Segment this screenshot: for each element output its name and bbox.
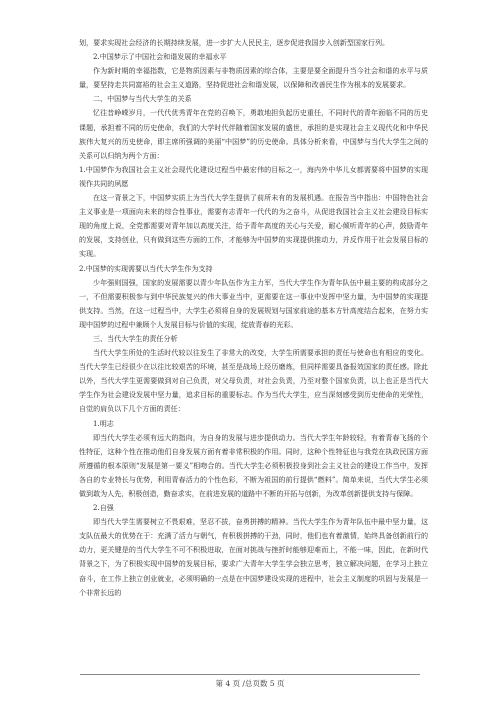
paragraph: 少年强则国强，国家的发展需要以青少年队伍作为主力军，当代大学生作为青年队伍中最主要的构成部分之一，不但需要积极参与到中华民族复兴的伟大事业当中，更需要在这一事业中发挥中坚力量，为中国梦的实现提供支持。当然，在这一过程当中，大学生必须将自身的发展规划与国家前途的基本方针高度结合起来，在努力实现中国梦的过程中兼顾个人发展目标与价值的实现，绽放青春的光彩。 [79, 277, 428, 329]
paragraph: 作为新时期的幸福指数，它是物质因素与非物质因素的综合体，主要是要全面提升当今社会和谐的水平与质量，要坚持走共同富裕的社会主义道路，坚持促进社会和谐发展，以保障和改善民生作为根本的发展要求。 [79, 66, 428, 90]
paragraph: 划，要求实现社会经济的长期持续发展，进一步扩大人民民主，逐步促进我国步入创新型国家行列。 [79, 38, 390, 47]
footer-rule [80, 674, 420, 675]
paragraph: 即当代大学生必须有远大的指向，为自身的发展与进步提供动力。当代大学生年龄较轻，有着青春飞扬的个性特征，这种个性在推动他们自身发展方面有着非常积极的作用。同时，这种个性特征也与我党在执政民国方面所遵循的根本原则“发展是第一要义”相吻合的。当代大学生必须积极投身到社会主义社会的建设工作当中，发挥各自的专业特长与优势，利用青春活力的个性色彩，不断为祖国的前行提供“燃料”。简单来说，当代大学生必须做到敢为人先，积极创造，勤奋求实，在前进发展的道路中不断的开拓与创新，为改革创新提供支持与保障。 [79, 432, 428, 498]
paragraph: 在这一背景之下，中国梦实质上为当代大学生提供了前所未有的发展机遇。在报告当中指出：中国特色社会主义事业是一项面向未来的综合性事业，需要有志青年一代代的为之奋斗，从促进我国社会主义社会建设目标实现的角度上说，全党都需要对青年加以高度关注，给予青年高度的关心与关爱，耐心倾听青年的心声，鼓励青年的发展，支持创业，只有做到这些方面的工作，才能够为中国梦的实现提供推动力，并反作用于社会发展目标的实现。 [79, 193, 428, 259]
page-number: 第 4 页 /总页数 5 页 [215, 679, 285, 688]
paragraph: 2.中国梦示了中国社会和谐发展的幸福水平 [93, 52, 227, 62]
paragraph: 当代大学生所处的生活时代较以往发生了非常大的改变，大学生所需要承担的责任与使命也有相应的变化。当代大学生已经很少在以往比较艰苦的环境，甚至是战场上经历磨炼，但同样需要具备报效国家的责任感。除此以外，当代大学生更需要做到对自己负责，对父母负责，对社会负责，乃至对整个国家负责，以上也正是当代大学生作为社会建设发展中坚力量，追求目标的重要标志。作为当代大学生，应当深刻感受到历史使命的光荣性，自觉的肩负以下几个方面的责任： [79, 348, 428, 414]
paragraph: 2.中国梦的实现需要以当代大学生作为支持 [79, 263, 213, 273]
paragraph: 1.明志 [93, 418, 114, 428]
document-body [79, 36, 428, 600]
paragraph: 忆往昔峥嵘岁月，一代代优秀青年在党的召唤下，勇敢地担负起历史重任，不同时代的青年面临不同的历史课题，承担着不同的历史使命，我们的大学时代伴随着国家发展的盛世，承担的是实现社会主义现代化和中华民族伟大复兴的历史使命，即主席所强调的美丽“中国梦”的历史使命。具体分析来看，中国梦与当代大学生之间的关系可以归纳为两个方面： [79, 108, 428, 160]
paragraph: 1.中国梦作为我国社会主义社会现代化建设过程当中最宏伟的目标之一，海内外中华儿女都需要将中国梦的实现视作共同的夙愿 [79, 164, 428, 188]
page-footer [0, 674, 500, 689]
paragraph: 2.自强 [93, 503, 114, 513]
paragraph: 三、当代大学生的责任分析 [93, 333, 178, 343]
paragraph: 二、中国梦与当代大学生的关系 [93, 94, 192, 104]
paragraph: 即当代大学生需要树立不畏艰难，坚忍不拔，奋勇拼搏的精神。当代大学生作为青年队伍中最中坚力量，这支队伍最大的优势在于：充满了活力与朝气，有积极拼搏的干劲，同时，他们也有着激情，始终具备创新前行的动力，更关键是的当代大学生不可不积极进取，在面对挑战与挫折时能够迎难而上，不能一味，因此，在新时代背景之下，为了积极实现中国梦的发展目标，要求广大青年大学生学会独立思考，独立解决问题，在学习上独立奋斗，在工作上独立创业就业，必须明确的一点是在中国梦建设实现的进程中，社会主义制度的巩固与发展是一个非常长远的 [79, 517, 428, 597]
